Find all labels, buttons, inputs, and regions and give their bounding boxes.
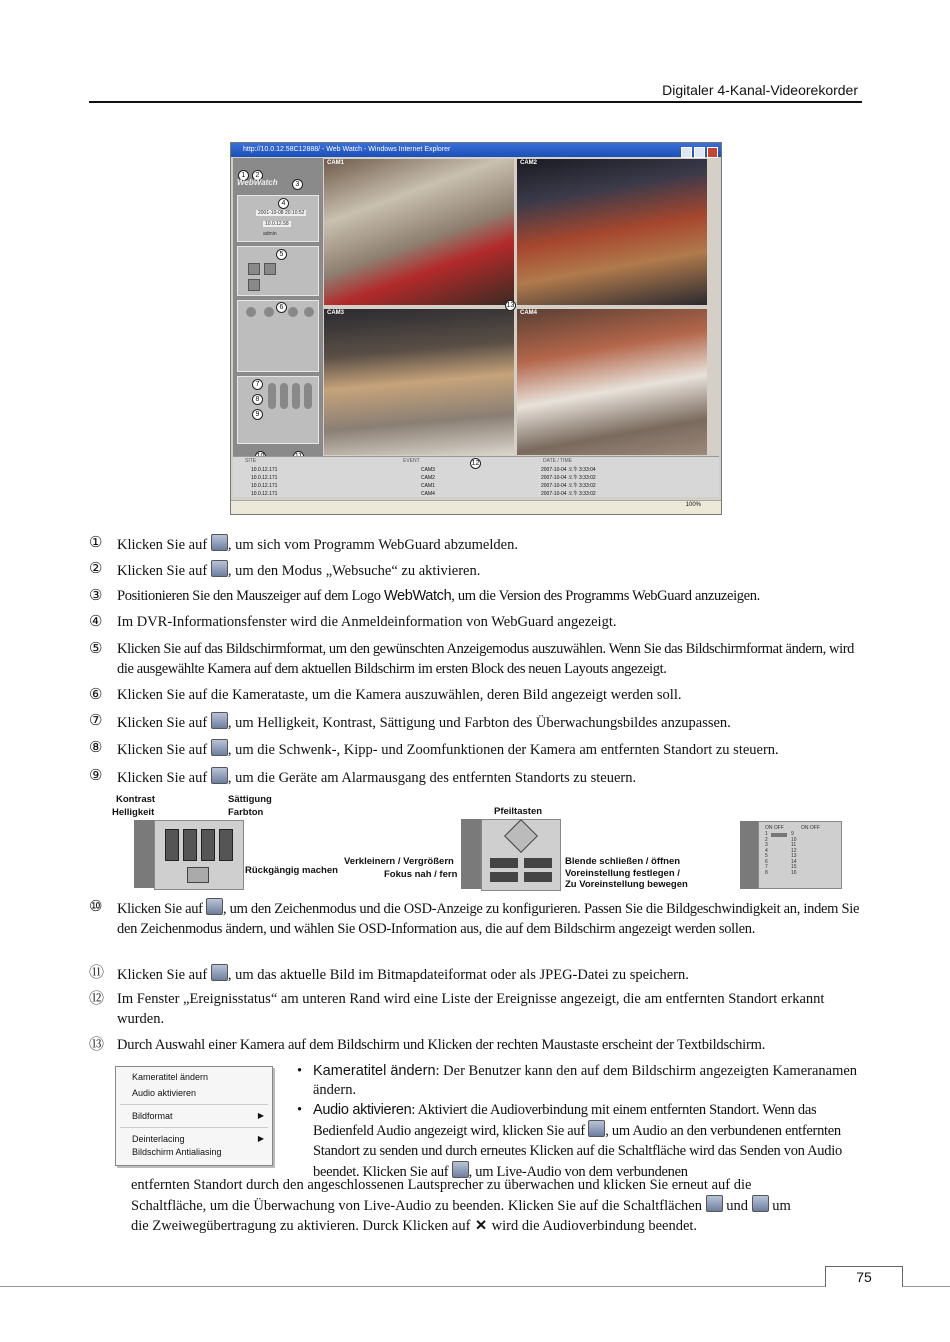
alarm-control-diagram [740, 821, 842, 889]
item-marker: ⑨ [89, 768, 103, 784]
camera-view-2[interactable] [517, 159, 707, 305]
item-marker: ② [89, 561, 103, 577]
event-row[interactable]: 10.0.12.171 CAM2 2007-10-04 오후 3:33:02 [251, 475, 596, 481]
arrow-keys[interactable] [504, 819, 538, 853]
color-slider-1[interactable] [268, 383, 276, 409]
event-row[interactable]: 10.0.12.171 CAM3 2007-10-04 오후 3:33:04 [251, 467, 596, 473]
camera-view-3[interactable] [324, 309, 514, 455]
label-iris: Blende schließen / öffnen [565, 856, 681, 867]
context-menu [115, 1066, 273, 1166]
alarm-out-icon [211, 767, 228, 784]
camera-label-1: CAM1 [327, 160, 345, 166]
camera-buttons-panel [237, 300, 319, 372]
screen-format-panel [237, 246, 319, 296]
hue-slider[interactable] [219, 829, 233, 861]
item-marker: ⑪ [89, 965, 105, 981]
label-undo: Rückgängig machen [245, 865, 338, 876]
item-marker: ⑧ [89, 740, 103, 756]
ptz-control-panel [481, 819, 561, 891]
speaker-icon [752, 1195, 769, 1212]
list-item: ⑦ Klicken Sie auf , um Helligkeit, Kontrast, Sättigung und Farbton des Überwachungsbildes anzupassen. [89, 713, 731, 731]
menu-item-kameratitel[interactable]: Kameratitel ändern [132, 1072, 209, 1082]
list-item: ④ Im DVR-Informationsfenster wird die Anmeldeinformation von WebGuard angezeigt. [89, 613, 864, 633]
item-marker: ⑥ [89, 687, 103, 703]
control-sidebar [740, 821, 758, 889]
on-off-header-right: ON OFF [801, 825, 820, 831]
list-item: ⑫ Im Fenster „Ereignisstatus“ am unteren Rand wird eine Liste der Ereignisse angezeigt, die am entfernten Standort erkannt wurden. [89, 991, 825, 1027]
ptz-control-diagram [344, 804, 694, 894]
item-marker: ⑤ [89, 641, 103, 657]
websearch-icon [211, 560, 228, 577]
color-slider-4[interactable] [304, 383, 312, 409]
close-icon [707, 147, 718, 158]
menu-item-antialiasing[interactable]: Bildschirm Antialiasing [132, 1147, 222, 1157]
label-helligkeit: Helligkeit [112, 807, 155, 818]
info-user: admin [263, 231, 277, 237]
control-sidebar [461, 819, 481, 889]
callout-4: 4 [278, 198, 289, 209]
camera-label-4: CAM4 [520, 310, 538, 316]
term-audio: Audio aktivieren [313, 1102, 412, 1118]
list-item: ① Klicken Sie auf , um sich vom Programm WebGuard abzumelden. [89, 535, 518, 553]
contrast-slider[interactable] [183, 829, 197, 861]
brightness-slider[interactable] [165, 829, 179, 861]
menu-item-audio[interactable]: Audio aktivieren [132, 1088, 197, 1098]
event-header-datetime: DATE / TIME [543, 458, 572, 464]
minimize-icon [681, 147, 692, 158]
webwatch-logo-text: WebWatch [383, 588, 452, 604]
undo-button[interactable] [187, 867, 209, 883]
fullscreen-icon[interactable] [248, 279, 260, 291]
camera-view-1[interactable] [324, 159, 514, 305]
event-row[interactable]: 10.0.12.171 CAM4 2007-10-04 오후 3:33:02 [251, 491, 596, 497]
label-zoom: Verkleinern / Vergrößern [344, 856, 454, 867]
callout-1: 1 [238, 170, 249, 181]
webwatch-sidebar [233, 158, 323, 464]
single-layout-icon[interactable] [248, 263, 260, 275]
menu-separator [120, 1127, 268, 1128]
menu-separator [120, 1104, 268, 1105]
color-control-panel [154, 820, 244, 890]
disconnect-icon: ✕ [474, 1217, 488, 1234]
alarm-left-numbers: 1 2 3 4 5 6 7 8 [765, 831, 768, 876]
label-saettigung: Sättigung [228, 794, 272, 805]
callout-6: 6 [276, 302, 287, 313]
color-slider-2[interactable] [280, 383, 288, 409]
maximize-icon [694, 147, 705, 158]
saturation-slider[interactable] [201, 829, 215, 861]
focus-button[interactable] [490, 872, 518, 882]
callout-9: 9 [252, 409, 263, 420]
ptz-icon [211, 739, 228, 756]
osd-icon [206, 898, 223, 915]
list-item: ⑨ Klicken Sie auf , um die Geräte am Alarmausgang des entfernten Standorts zu steuern. [89, 768, 637, 786]
alarm-right-numbers: 9 10 11 12 13 14 15 16 [791, 831, 797, 876]
browser-statusbar [231, 500, 721, 514]
control-panel [237, 376, 319, 444]
window-title: http://10.0.12.58C12888/ - Web Watch - Windows Internet Explorer [231, 143, 721, 157]
submenu-arrow-icon: ▶ [257, 1134, 264, 1143]
save-image-icon [211, 964, 228, 981]
zoom-level: 100% [685, 502, 701, 508]
list-item: ⑧ Klicken Sie auf , um die Schwenk-, Kipp- und Zoomfunktionen der Kamera am entfernten Standort zu steuern. [89, 740, 779, 758]
label-focus: Fokus nah / fern [384, 869, 458, 880]
event-list [233, 466, 708, 498]
item-marker: ④ [89, 614, 103, 630]
camera-4-button[interactable] [304, 307, 314, 317]
item-marker: ⑬ [89, 1037, 104, 1053]
event-header-event: EVENT [403, 458, 420, 464]
list-item: ⑩ Klicken Sie auf , um den Zeichenmodus und die OSD-Anzeige zu konfigurieren. Passen Sie die Bildgeschwindigkeit an, indem Sie den Zeichenmodus ändern, und wählen Sie OSD-Information aus, die auf dem Bildschirm angezeigt werden sollen. [89, 899, 860, 937]
label-preset-go: Zu Voreinstellung bewegen [565, 879, 688, 890]
item-marker: ⑩ [89, 899, 103, 915]
camera-1-button[interactable] [246, 307, 256, 317]
item-marker: ③ [89, 588, 103, 604]
item-marker: ① [89, 535, 103, 551]
label-preset-set: Voreinstellung festlegen / [565, 868, 680, 879]
page-number: 75 [825, 1266, 903, 1287]
callout-12: 12 [471, 460, 480, 467]
menu-item-deinterlacing[interactable]: Deinterlacing ▶ [116, 1131, 272, 1147]
menu-item-bildformat[interactable]: Bildformat ▶ [116, 1108, 272, 1124]
camera-label-3: CAM3 [327, 310, 345, 316]
webwatch-logo: WebWatch [237, 178, 278, 187]
camera-view-4[interactable] [506, 302, 707, 455]
label-pfeiltasten: Pfeiltasten [494, 806, 543, 817]
submenu-arrow-icon: ▶ [257, 1111, 264, 1120]
callout-8: 8 [252, 394, 263, 405]
label-kontrast: Kontrast [116, 794, 156, 805]
microphone-icon [706, 1195, 723, 1212]
preset-button[interactable] [524, 872, 552, 882]
list-item: ⑤ Klicken Sie auf das Bildschirmformat, um den gewünschten Anzeigemodus auszuwählen. Wenn Sie das Bildschirmformat ändern, wird die ausgewählte Kamera auf dem aktuellen Bildschirm im ersten Block des neuen Layouts angezeigt. [89, 641, 855, 677]
label-farbton: Farbton [228, 807, 264, 818]
dvr-info-panel [237, 195, 319, 242]
term-kameratitel: Kameratitel ändern [313, 1063, 436, 1079]
camera-3-button[interactable] [288, 307, 298, 317]
callout-13: 13 [506, 302, 515, 309]
callout-3: 3 [292, 179, 303, 190]
camera-2-button[interactable] [264, 307, 274, 317]
list-item: ② Klicken Sie auf , um den Modus „Websuche“ zu aktivieren. [89, 561, 481, 579]
running-header: Digitaler 4-Kanal-Videorekorder [662, 82, 858, 98]
footer-rule [0, 1286, 950, 1287]
control-sidebar [134, 820, 154, 888]
info-ip: 10.0.12.58 [265, 221, 289, 227]
item-marker: ⑦ [89, 713, 103, 729]
microphone-icon [588, 1120, 605, 1137]
list-item: ⑥ Klicken Sie auf die Kamerataste, um die Kamera auszuwählen, deren Bild angezeigt werden soll. [89, 686, 864, 706]
callout-2: 2 [252, 170, 263, 181]
event-status-window [233, 456, 719, 497]
color-adjust-icon [211, 712, 228, 729]
color-control-diagram [112, 792, 347, 892]
list-item: ③ Positionieren Sie den Mauszeiger auf dem Logo WebWatch, um die Version des Programms WebGuard anzuzeigen. [89, 587, 864, 607]
event-header-site: SITE [245, 458, 257, 464]
on-off-header-left: ON OFF [765, 825, 784, 831]
event-row[interactable]: 10.0.12.171 CAM1 2007-10-04 오후 3:33:02 [251, 483, 596, 489]
header-rule [89, 101, 862, 103]
audio-continued: entfernten Standort durch den angeschlossenen Lautsprecher zu überwachen und klicken Sie erneut auf die Schaltfläche, um die Überwachung von Live-Audio zu beenden. Klicken Sie auf die Schaltflächen und um die Zweiwegübertragung zu aktivieren. Durck Klicken auf ✕ wird die Audioverbindung beendet. [131, 1176, 866, 1236]
callout-5: 5 [276, 249, 287, 260]
camera-label-2: CAM2 [520, 160, 538, 166]
quad-layout-icon[interactable] [264, 263, 276, 275]
item-marker: ⑫ [89, 991, 105, 1007]
callout-7: 7 [252, 379, 263, 390]
alarm-toggle[interactable] [771, 833, 787, 837]
logout-icon [211, 534, 228, 551]
color-slider-3[interactable] [292, 383, 300, 409]
zoom-button[interactable] [490, 858, 518, 868]
alarm-control-panel [758, 821, 842, 889]
webwatch-screenshot [230, 142, 722, 515]
info-date: 2001-10-08 20:10:52 [258, 210, 305, 216]
list-item: ⑬ Durch Auswahl einer Kamera auf dem Bildschirm und Klicken der rechten Maustaste erscheint der Textbildschirm. [89, 1036, 864, 1056]
iris-button[interactable] [524, 858, 552, 868]
list-item: ⑪ Klicken Sie auf , um das aktuelle Bild im Bitmapdateiformat oder als JPEG-Datei zu speichern. [89, 965, 689, 983]
